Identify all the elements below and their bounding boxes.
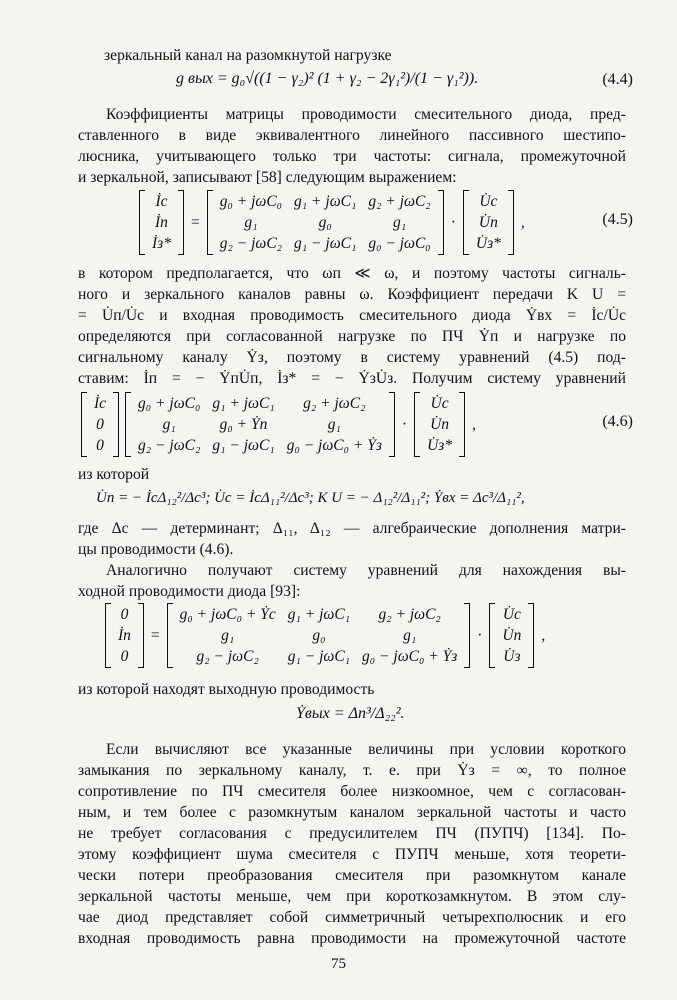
text-line: Коэффициенты матрицы проводимости смесительного диода, пред-	[106, 106, 626, 123]
text-line: ного и зеркального каналов равны ω. Коэффициент передачи K U =	[78, 286, 626, 303]
text-line: зеркальный канал на разомкнутой нагрузке	[104, 47, 392, 64]
page-number: 75	[331, 956, 346, 972]
text-line: зеркальной частоты меньше, чем при короткозамкнутом. В этом слу-	[78, 888, 626, 905]
text-line: люсника, учитывающего только три частоты: сигнала, промежуточной	[78, 148, 626, 165]
formula-output-admittance: Ẏвых = Δп³/Δ₂₂².	[296, 705, 405, 722]
admittance-matrix: g₀ + jωC₀ g₁ + jωC₁ g₂ + jωC₂ g₁ g₀ g₁ g₂ − jωC₂ g₁ − jωC₁ g₀ − jωC₀	[207, 190, 444, 255]
admittance-matrix: g₀ + jωC₀ g₁ + jωC₁ g₂ + jωC₂ g₁ g₀ + Ẏп g₁ g₂ − jωC₂ g₁ − jωC₁ g₀ − jωC₀ + Ẏз	[125, 392, 395, 457]
equation-number: (4.6)	[602, 413, 633, 430]
text-line: замыкания по зеркальному каналу, т. е. при Ẏз = ∞, то полное	[78, 762, 626, 779]
text-line: Если вычисляют все указанные величины при условии короткого	[106, 741, 626, 758]
matrix-equation-output: 0 İп 0 = g₀ + jωC₀ + Ẏс g₁ + jωC₁ g₂ + jωC₂ g₁ g₀ g₁ g₂ − jωC₂ g₁ − jωC₁ g₀ − jωC₀ + Ẏз · U̇с U̇п U̇з ,	[102, 603, 549, 668]
text-line: чае диод представляет собой симметричный четырехполюсник и его	[78, 909, 626, 926]
text-line: ным, и тем более с разомкнутым каналом зеркальной частоты и часто	[78, 804, 626, 821]
current-vector: İс 0 0	[81, 392, 119, 457]
text-line: ставленного в виде эквивалентного линейного пассивного шестипо-	[78, 127, 626, 144]
equation-number: (4.4)	[602, 71, 633, 88]
text-line: ходной проводимости диода [93]:	[78, 583, 301, 600]
text-line: = U̇п/U̇с и входная проводимость смесительного диода Ẏвх = İс/U̇с	[78, 307, 626, 324]
admittance-matrix: g₀ + jωC₀ + Ẏс g₁ + jωC₁ g₂ + jωC₂ g₁ g₀ g₁ g₂ − jωC₂ g₁ − jωC₁ g₀ − jωC₀ + Ẏз	[167, 603, 471, 668]
voltage-vector: U̇с U̇п U̇з*	[414, 392, 465, 457]
text-line: сигнальному каналу Ẏз, поэтому в систему уравнений (4.5) под-	[78, 349, 626, 366]
text-line: определяются при согласованной нагрузке по ПЧ Ẏп и нагрузке по	[78, 328, 626, 345]
matrix-equation-4-6: İс 0 0 g₀ + jωC₀ g₁ + jωC₁ g₂ + jωC₂ g₁ g₀ + Ẏп g₁ g₂ − jωC₂ g₁ − jωC₁ g₀ − jωC₀ + Ẏз · U̇с U̇п U̇з* ,	[78, 392, 480, 457]
text-line: не требует согласования с предусилителем ПЧ (ПУПЧ) [134]. По-	[78, 825, 626, 842]
matrix-equation-4-5: İс İп İз* = g₀ + jωC₀ g₁ + jωC₁ g₂ + jωC₂ g₁ g₀ g₁ g₂ − jωC₂ g₁ − jωC₁ g₀ − jωC₀ · U̇с U̇п U̇з* ,	[136, 190, 529, 255]
equation-number: (4.5)	[602, 211, 633, 228]
text-line: в котором предполагается, что ωп ≪ ω, и поэтому частоты сигналь-	[78, 265, 626, 282]
text-line: и зеркальной, записывают [58] следующим выражением:	[78, 169, 457, 186]
text-line: этому коэффициент шума смесителя с ПУПЧ меньше, хотя теорети-	[78, 846, 626, 863]
text-line: входная проводимость равна проводимости на промежуточной частоте	[78, 930, 626, 947]
voltage-vector: U̇с U̇п U̇з	[489, 603, 534, 668]
current-vector: İс İп İз*	[139, 190, 184, 255]
current-vector: 0 İп 0	[105, 603, 144, 668]
text-line: ставим: İп = − ẎпU̇п, İз* = − ẎзU̇з. Получим систему уравнений	[78, 370, 626, 387]
voltage-vector: U̇с U̇п U̇з*	[463, 190, 514, 255]
formula-4-4: g вых = g₀√((1 − γ₂)² (1 + γ₂ − 2γ₁²)/(1 − γ₁²)).	[176, 70, 479, 87]
text-line: Аналогично получают систему уравнений для нахождения вы-	[106, 562, 626, 579]
text-line: цы проводимости (4.6).	[78, 541, 234, 558]
text-line: из которой находят выходную проводимость	[78, 681, 375, 698]
text-line: где Δс — детерминант; Δ₁₁, Δ₁₂ — алгебраические дополнения матри-	[78, 520, 626, 537]
text-line: чески потери преобразования смесителя при разомкнутом канале	[78, 867, 626, 884]
text-line: сопротивление по ПЧ смесителя более низкоомное, чем с согласован-	[78, 783, 626, 800]
text-line: из которой	[78, 466, 150, 483]
formula-results: U̇п = − İсΔ₁₂²/Δс³; U̇с = İсΔ₁₁²/Δс³; K U = − Δ₁₂²/Δ₁₁²; Ẏвх = Δс³/Δ₁₁²,	[96, 490, 525, 506]
